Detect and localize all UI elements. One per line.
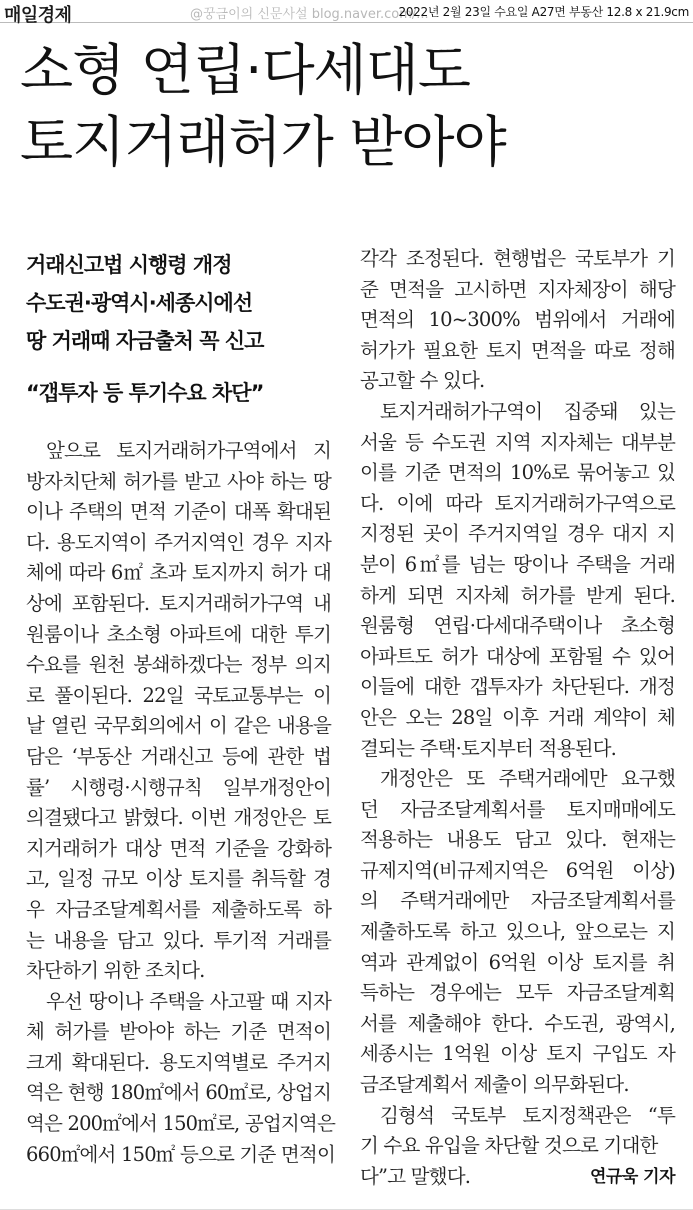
body-line: 지거래허가 대상 면적 기준을 강화하 bbox=[26, 836, 331, 860]
body-line: 원룸형 연립·다세대주택이나 초소형 bbox=[360, 614, 675, 638]
body-line: 결되는 주택·토지부터 적용된다. bbox=[360, 736, 617, 760]
watermark-text: @꿍금이의 신문사설 blog.naver.com/... bbox=[190, 7, 429, 22]
body-line: 다. 용도지역이 주거지역인 경우 지자 bbox=[26, 530, 331, 554]
subhead-3: 땅 거래때 자금출처 꼭 신고 bbox=[26, 329, 264, 353]
headline-line-2: 토지거래허가 받아야 bbox=[20, 110, 506, 174]
closing-line: 다”고 말했다. bbox=[360, 1164, 471, 1188]
body-line: 안은 오는 28일 이후 거래 계약이 체 bbox=[360, 705, 675, 729]
body-line: 로 풀이된다. 22일 국토교통부는 이 bbox=[26, 683, 331, 707]
body-line: 이나 주택의 면적 기준이 대폭 확대된 bbox=[26, 500, 331, 524]
body-line: 우선 땅이나 주택을 사고팔 때 지자 bbox=[46, 989, 331, 1013]
body-line: 득하는 경우에는 모두 자금조달계획 bbox=[360, 981, 675, 1005]
body-line: 개정안은 또 주택거래에만 요구했 bbox=[380, 767, 675, 791]
body-line: 역과 관계없이 6억원 이상 토지를 취 bbox=[360, 950, 675, 974]
body-line: 금조달계획서 제출이 의무화된다. bbox=[360, 1073, 629, 1097]
body-line: 수요를 원천 봉쇄하겠다는 정부 의지 bbox=[26, 653, 331, 677]
masthead-bar bbox=[0, 0, 693, 26]
body-line: 서울 등 수도권 지역 지자체는 대부분 bbox=[360, 430, 675, 454]
body-line: 체에 따라 6㎡ 초과 토지까지 허가 대 bbox=[26, 561, 331, 585]
body-line: 의결됐다고 밝혔다. 이번 개정안은 토 bbox=[26, 806, 331, 830]
date-page-info: 2022년 2월 23일 수요일 A27면 부동산 12.8 x 21.9cm bbox=[398, 5, 689, 19]
body-line: 우 자금조달계획서를 제출하도록 하 bbox=[26, 897, 331, 921]
body-line: 체 허가를 받아야 하는 기준 면적이 bbox=[26, 1020, 331, 1044]
headline-line-1: 소형 연립·다세대도 bbox=[20, 38, 471, 102]
body-line: 각각 조정된다. 현행법은 국토부가 기 bbox=[360, 247, 675, 270]
newspaper-brand: 매일경제 bbox=[4, 5, 72, 26]
body-line: 이들에 대한 갭투자가 차단된다. 개정 bbox=[360, 675, 675, 699]
body-line: 기 수요 유입을 차단할 것으로 기대한 bbox=[360, 1134, 658, 1158]
body-line: 면적의 10~300% 범위에서 거래에 bbox=[360, 308, 675, 332]
right-column bbox=[360, 244, 675, 1192]
body-line: 660㎡에서 150㎡ 등으로 기준 면적이 bbox=[26, 1142, 336, 1166]
body-line: 의 주택거래에만 자금조달계획서를 bbox=[360, 889, 675, 913]
body-line: 적용하는 내용도 담고 있다. 현재는 bbox=[360, 828, 675, 852]
body-line: 공고할 수 있다. bbox=[360, 369, 485, 393]
body-line: 준 면적을 고시하면 지자체장이 해당 bbox=[360, 277, 675, 301]
body-line: 제출하도록 하고 있으나, 앞으로는 지 bbox=[360, 920, 675, 944]
body-line: 김형석 국토부 토지정책관은 “투 bbox=[380, 1103, 675, 1127]
body-line: 원룸이나 초소형 아파트에 대한 투기 bbox=[26, 622, 331, 646]
byline: 연규욱 기자 bbox=[589, 1166, 675, 1187]
body-line: 차단하기 위한 조치다. bbox=[26, 959, 205, 983]
body-line: 서를 제출해야 한다. 수도권, 광역시, bbox=[360, 1011, 675, 1035]
body-line: 상에 포함된다. 토지거래허가구역 내 bbox=[26, 591, 331, 615]
left-column-body bbox=[26, 436, 336, 1170]
body-line: 앞으로 토지거래허가구역에서 지 bbox=[46, 439, 331, 462]
body-line: 크게 확대된다. 용도지역별로 주거지 bbox=[26, 1050, 331, 1074]
body-line: 토지거래허가구역이 집중돼 있는 bbox=[380, 399, 675, 423]
body-line: 아파트도 허가 대상에 포함될 수 있어 bbox=[360, 644, 675, 668]
body-line: 규제지역(비규제지역은 6억원 이상) bbox=[360, 858, 675, 882]
body-line: 날 열린 국무회의에서 이 같은 내용을 bbox=[26, 714, 331, 738]
body-line: 담은 ‘부동산 거래신고 등에 관한 법 bbox=[26, 744, 331, 768]
body-line: 허가가 필요한 토지 면적을 따로 정해 bbox=[360, 338, 675, 362]
body-line: 지정된 곳이 주거지역일 경우 대지 지 bbox=[360, 522, 675, 546]
body-line: 던 자금조달계획서를 토지매매에도 bbox=[360, 797, 675, 821]
body-line: 하게 되면 지자체 허가를 받게 된다. bbox=[360, 583, 675, 607]
body-line: 역은 현행 180㎡에서 60㎡로, 상업지 bbox=[26, 1081, 331, 1105]
right-column-body bbox=[360, 244, 675, 1162]
headline bbox=[20, 34, 680, 178]
left-column bbox=[26, 244, 336, 1170]
body-line: 이를 기준 면적의 10%로 묶어놓고 있 bbox=[360, 461, 675, 485]
body-line: 분이 6㎡를 넘는 땅이나 주택을 거래 bbox=[360, 552, 675, 576]
closing-row bbox=[360, 1162, 675, 1193]
body-line: 역은 200㎡에서 150㎡로, 공업지역은 bbox=[26, 1112, 336, 1136]
subhead-1: 거래신고법 시행령 개정 bbox=[26, 253, 232, 277]
body-line: 는 내용을 담고 있다. 투기적 거래를 bbox=[26, 928, 331, 952]
body-line: 다. 이에 따라 토지거래허가구역으로 bbox=[360, 491, 675, 515]
subheads bbox=[26, 244, 331, 360]
body-line: 률’ 시행령·시행규칙 일부개정안이 bbox=[26, 775, 331, 799]
body-line: 고, 일정 규모 이상 토지를 취득할 경 bbox=[26, 867, 331, 891]
body-line: 방자치단체 허가를 받고 사야 하는 땅 bbox=[26, 469, 331, 493]
body-line: 세종시는 1억원 이상 토지 구입도 자 bbox=[360, 1042, 675, 1066]
pull-quote: “갭투자 등 투기수요 차단” bbox=[26, 381, 264, 405]
subhead-2: 수도권·광역시·세종시에선 bbox=[26, 291, 253, 315]
